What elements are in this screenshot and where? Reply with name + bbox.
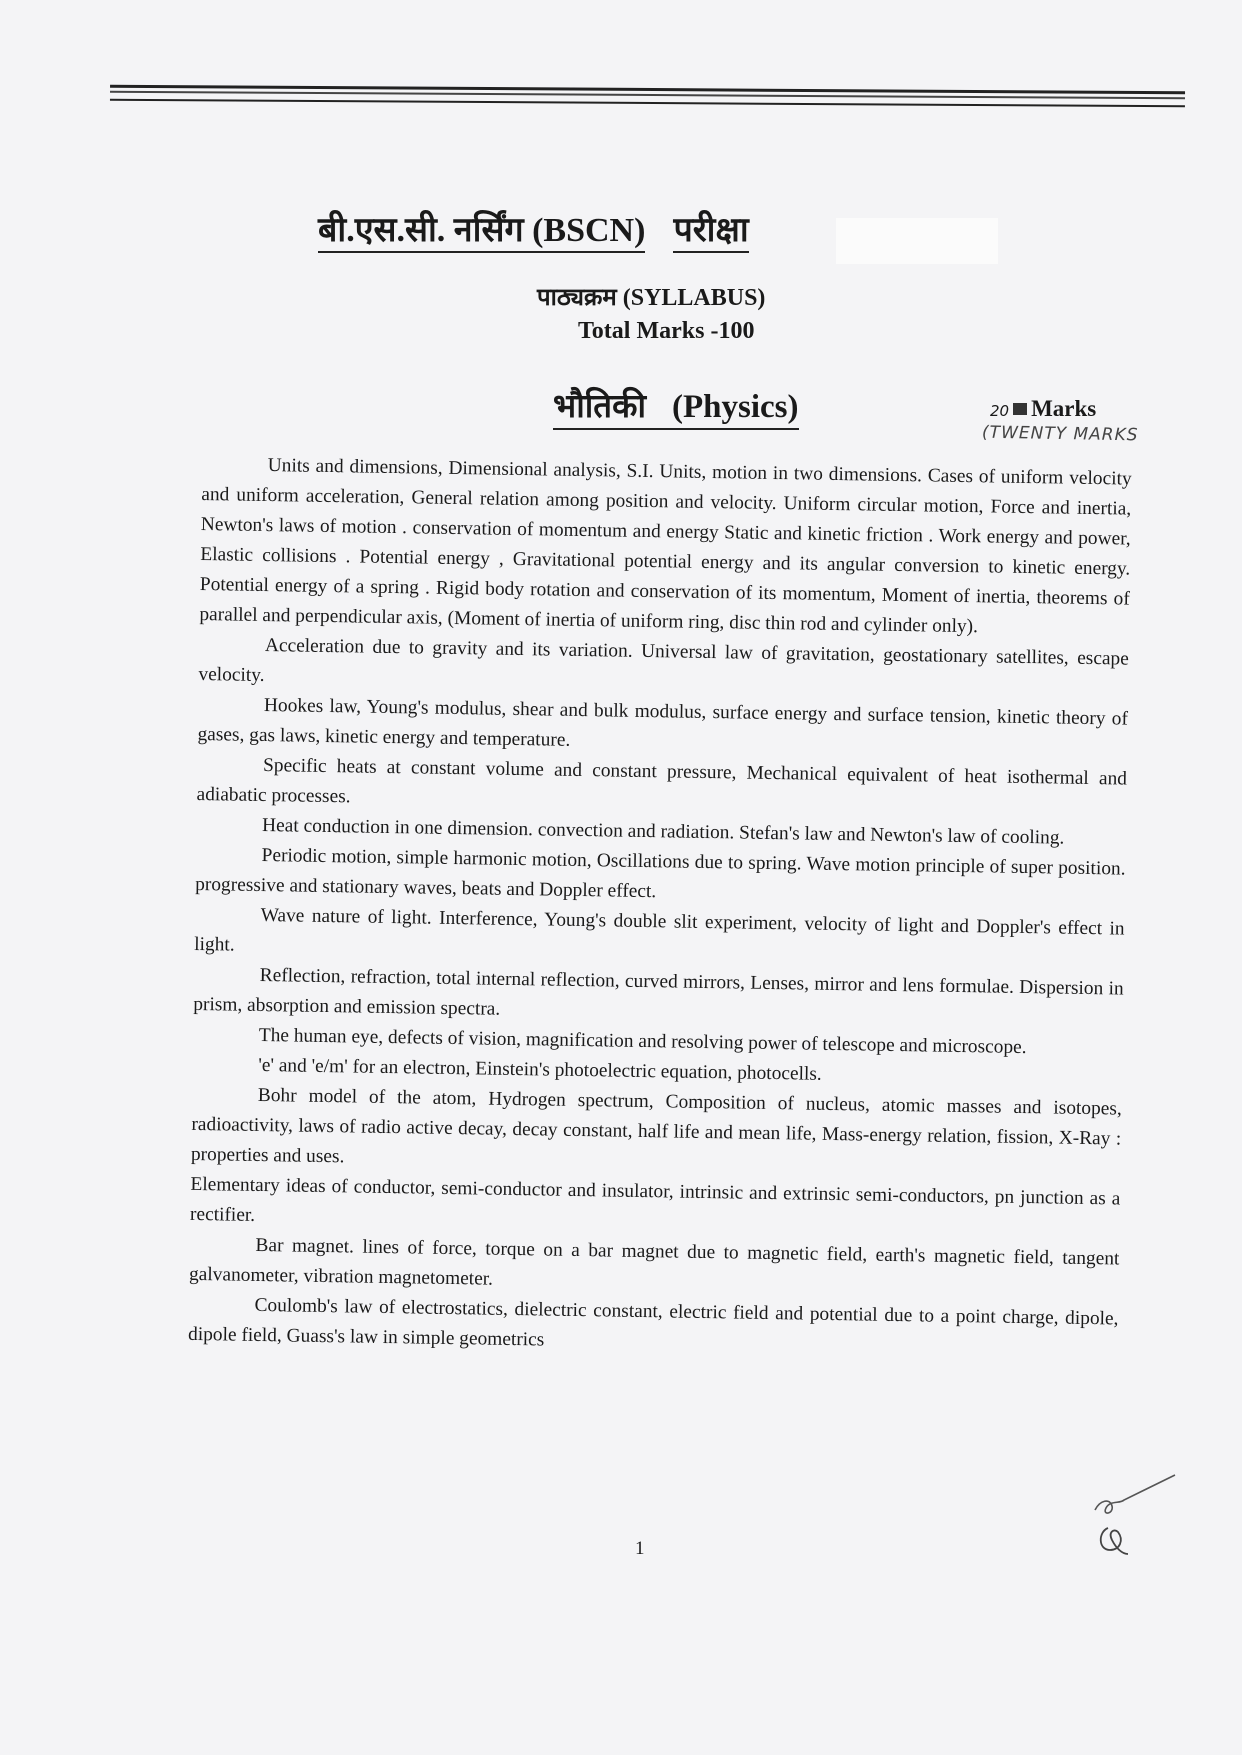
marks-label: Marks (1031, 396, 1097, 421)
marks-handwritten-note: (TWENTY MARKS (981, 422, 1139, 446)
syllabus-paragraph: 'e' and 'e/m' for an electron, Einstein's photoelectric equation, photocells. (258, 1054, 822, 1085)
syllabus-paragraph: Hookes law, Young's modulus, shear and bulk modulus, surface energy and surface tension, kinetic theory of gases, gas laws, kinetic energy and temperature. (197, 695, 1129, 751)
syllabus-paragraph: Bar magnet. lines of force, torque on a bar magnet due to magnetic field, earth's magnetic field, tangent galvanometer, vibration magnetometer. (188, 1234, 1120, 1290)
page-number: 1 (635, 1538, 645, 1559)
subject-english: (Physics) (672, 389, 799, 425)
subject-title (553, 382, 799, 430)
syllabus-paragraph: Elementary ideas of conductor, semi-conductor and insulator, intrinsic and extrinsic semi-conductors, pn junction as a rectifier. (189, 1173, 1121, 1226)
redaction-patch (836, 218, 998, 264)
subject-marks (990, 396, 1096, 422)
ink-blot (1013, 403, 1027, 415)
handwritten-signature (1080, 1470, 1190, 1560)
subject-hindi: भौतिकी (553, 389, 646, 425)
exam-title-hindi: बी.एस.सी. नर्सिंग (BSCN) (318, 212, 645, 253)
syllabus-paragraph: Acceleration due to gravity and its variation. Universal law of gravitation, geostationary satellites, escape velocity. (198, 635, 1129, 687)
top-double-rule (110, 85, 1185, 108)
syllabus-paragraph: Reflection, refraction, total internal reflection, curved mirrors, Lenses, mirror and lens formulae. Dispersion in prism, absorption and emission spectra. (193, 964, 1124, 1020)
syllabus-paragraph: Periodic motion, simple harmonic motion, Oscillations due to spring. Wave motion principle of super position. progressive and stationary waves, beats and Doppler effect. (195, 844, 1126, 903)
syllabus-paragraph: Coulomb's law of electrostatics, dielectric constant, electric field and potential due to a point charge, dipole, dipole field, Guass's law in simple geometrics (187, 1294, 1119, 1351)
exam-title-exam: परीक्षा (673, 212, 748, 253)
exam-title (318, 205, 749, 251)
syllabus-body (188, 450, 1132, 1364)
total-marks: Total Marks -100 (578, 318, 755, 344)
syllabus-heading: पाठ्यक्रम (SYLLABUS) (537, 285, 766, 311)
syllabus-paragraph: Wave nature of light. Interference, Young's double slit experiment, velocity of light and Doppler's effect in light. (194, 904, 1125, 956)
syllabus-paragraph: Heat conduction in one dimension. convection and radiation. Stefan's law and Newton's law of cooling. (261, 814, 1065, 849)
syllabus-paragraph: Units and dimensions, Dimensional analysis, S.I. Units, motion in two dimensions. Cases of uniform velocity and uniform acceleration, General relation among position and velocity. Uniform circular motion, Force and inertia, Newton's laws of motion . conservation of momentum and energy Static and kinetic friction . Work energy and power, Elastic collisions . Potential energy , Gravitational potential energy and its angular conversion to kinetic energy. Potential energy of a spring . Rigid body rotation and conservation of its momentum, Moment of inertia, theorems of parallel and perpendicular axis, (Moment of inertia of uniform ring, disc thin rod and cylinder only). (199, 455, 1132, 638)
syllabus-paragraph: Bohr model of the atom, Hydrogen spectrum, Composition of nucleus, atomic masses and isotopes, radioactivity, laws of radio active decay, decay constant, half life and mean life, Mass-energy relation, fission, X-Ray : properties and uses. (190, 1084, 1122, 1168)
syllabus-paragraph: Specific heats at constant volume and constant pressure, Mechanical equivalent of heat isothermal and adiabatic processes. (196, 754, 1128, 808)
marks-handwritten-number: 20 (990, 402, 1010, 420)
syllabus-paragraph: The human eye, defects of vision, magnification and resolving power of telescope and microscope. (258, 1024, 1027, 1059)
